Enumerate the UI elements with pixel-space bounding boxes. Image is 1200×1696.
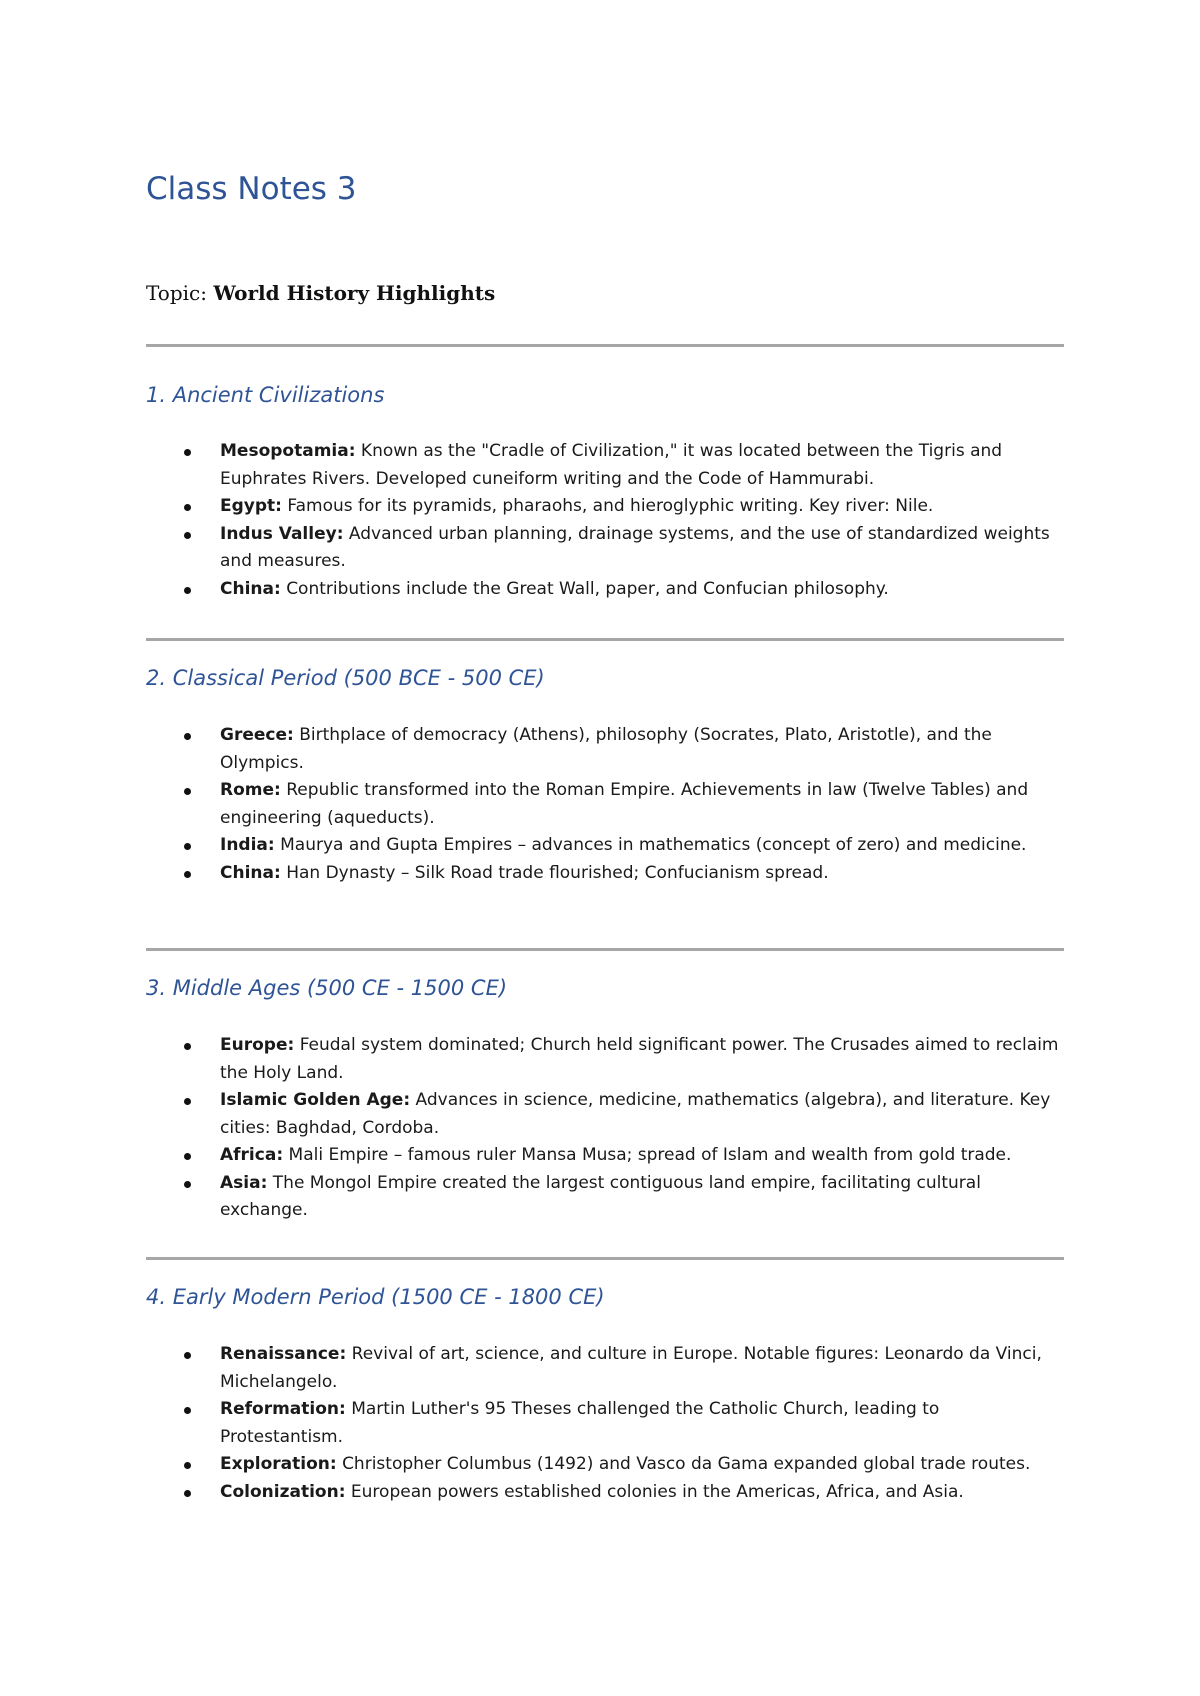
bullet-term: Renaissance: <box>220 1344 347 1364</box>
bullet-term: India: <box>220 835 275 855</box>
bullet-icon <box>184 1043 191 1050</box>
bullet-term: Egypt: <box>220 496 282 516</box>
document-title: Class Notes 3 <box>146 171 357 207</box>
bullet-icon <box>184 1407 191 1414</box>
bullet-icon <box>184 587 191 594</box>
bullet-icon <box>184 733 191 740</box>
bullet-icon <box>184 532 191 539</box>
bullet-text: Mali Empire – famous ruler Mansa Musa; spread of Islam and wealth from gold trade. <box>288 1145 1012 1165</box>
bullet-text: Republic transformed into the Roman Empire. Achievements in law (Twelve Tables) and engineering (aqueducts). <box>220 780 1029 828</box>
list-item <box>146 1479 1064 1507</box>
bullet-list-ancient <box>146 438 1064 603</box>
bullet-text: Maurya and Gupta Empires – advances in mathematics (concept of zero) and medicine. <box>280 835 1027 855</box>
bullet-icon <box>184 449 191 456</box>
list-item <box>146 1032 1064 1087</box>
bullet-icon <box>184 1490 191 1497</box>
list-item <box>146 1341 1064 1396</box>
section-divider <box>146 638 1064 641</box>
list-item <box>146 576 1064 604</box>
list-item <box>146 1451 1064 1479</box>
bullet-text: European powers established colonies in the Americas, Africa, and Asia. <box>350 1481 964 1502</box>
bullet-icon <box>184 1462 191 1469</box>
bullet-term: Asia: <box>220 1172 268 1193</box>
list-item <box>146 521 1064 576</box>
section-heading-ancient: 1. Ancient Civilizations <box>146 383 385 407</box>
bullet-icon <box>184 843 191 850</box>
topic-line <box>146 279 495 307</box>
bullet-text: Christopher Columbus (1492) and Vasco da Gama expanded global trade routes. <box>342 1454 1031 1474</box>
list-item <box>146 1170 1064 1225</box>
bullet-text: Martin Luther's 95 Theses challenged the Catholic Church, leading to Protestantism. <box>220 1399 940 1447</box>
bullet-icon <box>184 1153 191 1160</box>
bullet-text: Feudal system dominated; Church held significant power. The Crusades aimed to reclaim the Holy Land. <box>220 1035 1059 1083</box>
list-item <box>146 493 1064 521</box>
bullet-text: Birthplace of democracy (Athens), philosophy (Socrates, Plato, Aristotle), and the Olympics. <box>220 725 992 773</box>
bullet-term: Europe: <box>220 1035 295 1055</box>
bullet-term: China: <box>220 862 281 883</box>
bullet-text: Han Dynasty – Silk Road trade flourished; Confucianism spread. <box>286 862 829 883</box>
bullet-icon <box>184 871 191 878</box>
section-heading-classical: 2. Classical Period (500 BCE - 500 CE) <box>146 666 545 690</box>
bullet-term: Colonization: <box>220 1481 346 1502</box>
bullet-term: Greece: <box>220 725 294 745</box>
section-divider <box>146 344 1064 347</box>
bullet-term: Africa: <box>220 1145 284 1165</box>
bullet-icon <box>184 788 191 795</box>
bullet-term: China: <box>220 578 281 599</box>
bullet-text: Famous for its pyramids, pharaohs, and hieroglyphic writing. Key river: Nile. <box>287 496 934 516</box>
section-heading-early-modern: 4. Early Modern Period (1500 CE - 1800 CE) <box>146 1285 605 1309</box>
list-item <box>146 438 1064 493</box>
bullet-term: Mesopotamia: <box>220 441 356 461</box>
section-divider <box>146 948 1064 951</box>
bullet-list-middle-ages <box>146 1032 1064 1225</box>
bullet-text: Known as the "Cradle of Civilization," it was located between the Tigris and Euphrates Rivers. Developed cuneiform writing and the Code of Hammurabi. <box>220 441 1003 489</box>
list-item <box>146 832 1064 860</box>
bullet-text: The Mongol Empire created the largest contiguous land empire, facilitating cultural exchange. <box>220 1172 981 1220</box>
section-heading-middle-ages: 3. Middle Ages (500 CE - 1500 CE) <box>146 976 508 1000</box>
bullet-term: Reformation: <box>220 1399 346 1419</box>
topic-label: Topic: <box>146 281 207 305</box>
bullet-term: Exploration: <box>220 1454 337 1474</box>
bullet-term: Rome: <box>220 780 281 800</box>
list-item <box>146 860 1064 888</box>
bullet-icon <box>184 504 191 511</box>
bullet-text: Contributions include the Great Wall, paper, and Confucian philosophy. <box>286 578 889 599</box>
list-item <box>146 1142 1064 1170</box>
bullet-list-classical <box>146 722 1064 887</box>
bullet-term: Islamic Golden Age: <box>220 1090 411 1110</box>
bullet-term: Indus Valley: <box>220 523 344 544</box>
list-item <box>146 1087 1064 1142</box>
section-divider <box>146 1257 1064 1260</box>
bullet-list-early-modern <box>146 1341 1064 1506</box>
bullet-icon <box>184 1352 191 1359</box>
list-item <box>146 777 1064 832</box>
bullet-icon <box>184 1098 191 1105</box>
bullet-text: Revival of art, science, and culture in Europe. Notable figures: Leonardo da Vinci, Michelangelo. <box>220 1344 1042 1392</box>
list-item <box>146 722 1064 777</box>
bullet-text: Advances in science, medicine, mathematics (algebra), and literature. Key cities: Baghdad, Cordoba. <box>220 1090 1051 1138</box>
topic-value: World History Highlights <box>213 281 496 305</box>
bullet-icon <box>184 1181 191 1188</box>
list-item <box>146 1396 1064 1451</box>
bullet-text: Advanced urban planning, drainage systems, and the use of standardized weights and measures. <box>220 523 1050 571</box>
